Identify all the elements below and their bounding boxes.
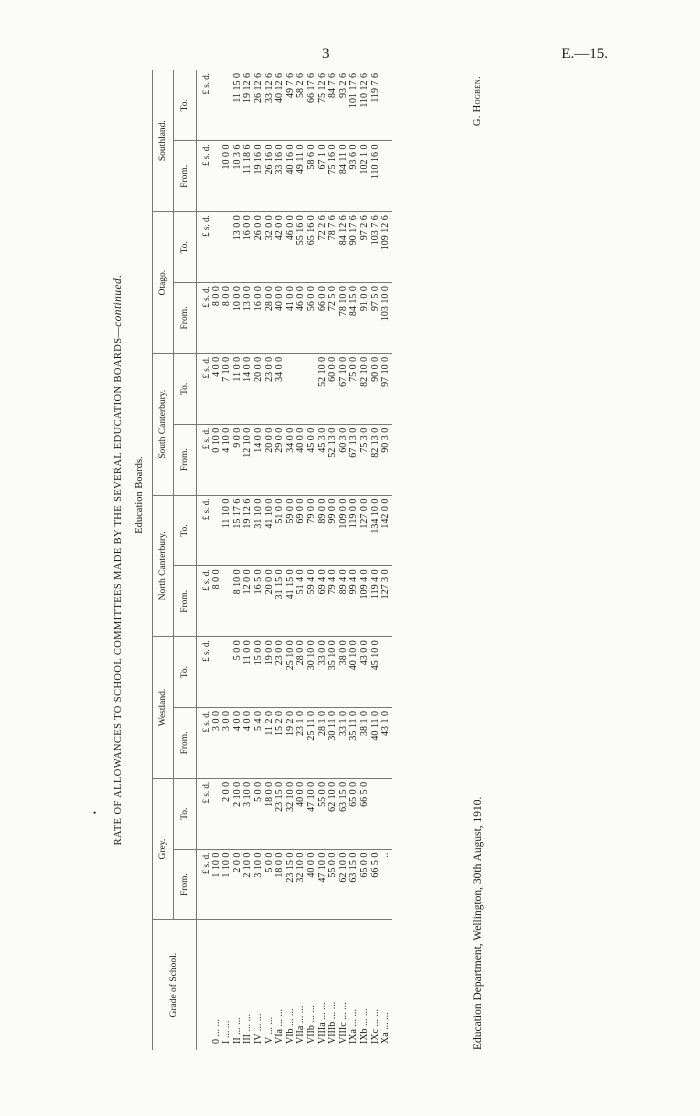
board-header: Westland. (153, 637, 174, 779)
amount-cell: 93 2 6 (339, 70, 350, 141)
amount-cell: 62 10 0 (328, 778, 339, 849)
amount-cell: 10 0 0 (222, 141, 233, 212)
amount-cell: 41 15 0 (286, 566, 297, 637)
table-row (381, 70, 392, 1050)
grade-cell: III ... ... (242, 1014, 254, 1044)
amount-cell: 15 2 0 (275, 708, 286, 779)
to-header: To. (174, 212, 197, 283)
amount-cell: 127 3 0 (381, 566, 392, 637)
amount-cell: 45 10 0 (371, 637, 382, 708)
grade-cell: VIIb ... ... (305, 1005, 317, 1044)
amount-cell: 84 15 0 (349, 283, 360, 354)
amount-cell: 16 0 0 (243, 212, 254, 283)
from-header: From. (174, 424, 197, 495)
amount-cell: 23 15 0 (286, 849, 297, 920)
from-header: From. (174, 566, 197, 637)
amount-cell: 40 10 0 (349, 637, 360, 708)
amount-cell: 8 0 0 (212, 566, 223, 637)
amount-cell: 12 0 0 (243, 566, 254, 637)
amount-cell: 8 0 0 (222, 283, 233, 354)
amount-cell: 10 3 6 (233, 141, 244, 212)
amount-cell: 47 10 0 (307, 778, 318, 849)
unit-cell: £ s. d. (197, 708, 212, 779)
units-blank (197, 920, 212, 1050)
amount-cell (212, 70, 223, 141)
amount-cell: 55 0 0 (318, 778, 329, 849)
amount-cell: 62 10 0 (339, 849, 350, 920)
amount-cell: 46 0 0 (286, 212, 297, 283)
amount-cell: 26 0 0 (254, 212, 265, 283)
amount-cell: 5 0 0 (233, 637, 244, 708)
amount-cell: 75 16 0 (328, 141, 339, 212)
amount-cell: 58 6 0 (307, 141, 318, 212)
amount-cell: 89 4 0 (339, 566, 350, 637)
grade-cell: VIIIc ... ... (337, 1002, 349, 1044)
amount-cell: 20 0 0 (254, 353, 265, 424)
amount-cell: 23 1 0 (296, 708, 307, 779)
unit-cell: £ s. d. (197, 353, 212, 424)
amount-cell: 63 15 0 (339, 778, 350, 849)
amount-cell: 103 10 0 (381, 283, 392, 354)
grade-cell: II ... ... (231, 1017, 243, 1044)
amount-cell: 49 11 0 (296, 141, 307, 212)
amount-cell: 102 1 0 (360, 141, 371, 212)
grade-cell: IXc ... ... (369, 1009, 381, 1044)
amount-cell: 109 4 0 (360, 566, 371, 637)
amount-cell: 67 1 0 (318, 141, 329, 212)
amount-cell: 69 0 0 (296, 495, 307, 566)
amount-cell: 40 0 0 (307, 849, 318, 920)
amount-cell: 90 17 6 (349, 212, 360, 283)
amount-cell (371, 778, 382, 849)
to-header: To. (174, 70, 197, 141)
amount-cell: 20 0 0 (265, 424, 276, 495)
subheading: Education Boards. (134, 456, 145, 534)
amount-cell: 99 4 0 (349, 566, 360, 637)
grade-cell: VIIIb ... ... (327, 1001, 339, 1044)
grade-cell: VIIIa ... ... (316, 1002, 328, 1044)
amount-cell: 59 0 0 (286, 495, 297, 566)
amount-cell: 35 10 0 (328, 637, 339, 708)
amount-cell: 14 0 0 (254, 424, 265, 495)
amount-cell: 11 0 0 (243, 637, 254, 708)
amount-cell: 28 0 0 (265, 283, 276, 354)
amount-cell (381, 141, 392, 212)
to-header: To. (174, 495, 197, 566)
amount-cell: 3 10 0 (243, 778, 254, 849)
amount-cell (286, 353, 297, 424)
amount-cell: 40 11 0 (371, 708, 382, 779)
amount-cell: 97 10 0 (381, 353, 392, 424)
amount-cell: 5 0 0 (254, 778, 265, 849)
amount-cell: 3 0 0 (212, 708, 223, 779)
amount-cell: 23 0 0 (275, 637, 286, 708)
amount-cell: 11 10 0 (222, 495, 233, 566)
amount-cell: 90 0 0 (371, 353, 382, 424)
unit-cell: £ s. d. (197, 141, 212, 212)
amount-cell: 4 0 0 (243, 708, 254, 779)
amount-cell: 40 16 0 (286, 141, 297, 212)
amount-cell: 4 0 0 (233, 708, 244, 779)
amount-cell (381, 70, 392, 141)
unit-cell: £ s. d. (197, 212, 212, 283)
amount-cell: 34 0 0 (275, 353, 286, 424)
amount-cell: 66 5 0 (371, 849, 382, 920)
amount-cell: 3 10 0 (254, 849, 265, 920)
amount-cell: .. (381, 849, 392, 920)
amount-cell (381, 637, 392, 708)
board-header: Otago. (153, 212, 174, 354)
amount-cell: 32 10 0 (286, 778, 297, 849)
amount-cell: 12 10 0 (243, 424, 254, 495)
unit-cell: £ s. d. (197, 424, 212, 495)
amount-cell: 84 12 6 (339, 212, 350, 283)
amount-cell: 75 12 6 (318, 70, 329, 141)
amount-cell: 33 16 0 (275, 141, 286, 212)
amount-cell: 4 0 0 (212, 353, 223, 424)
amount-cell: 142 0 0 (381, 495, 392, 566)
rotated-content (112, 70, 500, 1050)
amount-cell: 16 5 0 (254, 566, 265, 637)
grade-cell: 0 ... ... (210, 1019, 222, 1044)
amount-cell: 20 0 0 (265, 566, 276, 637)
amount-cell: 26 12 6 (254, 70, 265, 141)
amount-cell: 2 0 0 (222, 778, 233, 849)
board-header: South Canterbury. (153, 353, 174, 495)
amount-cell: 41 0 0 (286, 283, 297, 354)
to-header: To. (174, 637, 197, 708)
amount-cell: 33 0 0 (318, 637, 329, 708)
amount-cell: 2 10 0 (233, 778, 244, 849)
amount-cell: 69 4 0 (318, 566, 329, 637)
amount-cell: 51 0 0 (275, 495, 286, 566)
amount-cell: 65 0 0 (360, 849, 371, 920)
amount-cell: 11 15 0 (233, 70, 244, 141)
signatory: G. Hogben. (472, 76, 483, 127)
amount-cell: 78 7 6 (328, 212, 339, 283)
amount-cell: 40 12 6 (275, 70, 286, 141)
table-row (212, 70, 223, 1050)
amount-cell: 18 0 0 (265, 778, 276, 849)
amount-cell: 91 0 0 (360, 283, 371, 354)
amount-cell: 65 16 0 (307, 212, 318, 283)
amount-cell: 4 10 0 (222, 424, 233, 495)
amount-cell: 55 16 0 (296, 212, 307, 283)
amount-cell: 15 17 6 (233, 495, 244, 566)
amount-cell (381, 778, 392, 849)
amount-cell: 32 10 0 (296, 849, 307, 920)
amount-cell: 60 3 0 (339, 424, 350, 495)
amount-cell: 19 2 0 (286, 708, 297, 779)
grade-cell: I ... ... (221, 1020, 233, 1044)
allowances-table (152, 70, 392, 1050)
table-title (112, 70, 124, 1050)
amount-cell: 31 15 0 (275, 566, 286, 637)
amount-cell: 31 10 0 (254, 495, 265, 566)
amount-cell: 25 10 0 (286, 637, 297, 708)
amount-cell: 0 10 0 (212, 424, 223, 495)
amount-cell: 56 0 0 (307, 283, 318, 354)
amount-cell: 75 0 0 (349, 353, 360, 424)
board-header: North Canterbury. (153, 495, 174, 637)
amount-cell: 19 12 6 (243, 495, 254, 566)
amount-cell: 40 0 0 (275, 283, 286, 354)
amount-cell: 97 5 0 (371, 283, 382, 354)
amount-cell: 11 18 6 (243, 141, 254, 212)
amount-cell: 78 10 0 (339, 283, 350, 354)
amount-cell: 35 11 0 (349, 708, 360, 779)
table-row (254, 70, 265, 1050)
amount-cell: 45 0 0 (307, 424, 318, 495)
grade-cell: VIIa ... ... (295, 1005, 307, 1044)
amount-cell: 23 0 0 (265, 353, 276, 424)
unit-cell: £ s. d. (197, 70, 212, 141)
amount-cell: 110 12 6 (360, 70, 371, 141)
grade-cell: VIa ... ... (274, 1009, 286, 1044)
amount-cell: 67 13 0 (349, 424, 360, 495)
amount-cell: 30 10 0 (307, 637, 318, 708)
amount-cell: 33 12 6 (265, 70, 276, 141)
amount-cell: 26 16 0 (265, 141, 276, 212)
amount-cell: 32 0 0 (265, 212, 276, 283)
amount-cell: 52 13 0 (328, 424, 339, 495)
amount-cell: 49 7 6 (286, 70, 297, 141)
amount-cell: 103 7 6 (371, 212, 382, 283)
amount-cell (212, 212, 223, 283)
amount-cell: 84 7 6 (328, 70, 339, 141)
amount-cell: 55 0 0 (328, 849, 339, 920)
page-number: 3 (322, 46, 330, 62)
amount-cell: 13 0 0 (243, 283, 254, 354)
amount-cell: 41 10 0 (265, 495, 276, 566)
grade-cell: IXa ... ... (348, 1009, 360, 1044)
amount-cell: 119 4 0 (371, 566, 382, 637)
stray-mark: • (93, 808, 97, 818)
amount-cell: 99 0 0 (328, 495, 339, 566)
amount-cell: 38 1 0 (360, 708, 371, 779)
amount-cell: 59 4 0 (307, 566, 318, 637)
to-header: To. (174, 778, 197, 849)
amount-cell: 66 0 0 (318, 283, 329, 354)
amount-cell: 19 16 0 (254, 141, 265, 212)
board-header: Southland. (153, 70, 174, 212)
amount-cell: 5 4 0 (254, 708, 265, 779)
amount-cell: 40 0 0 (296, 424, 307, 495)
amount-cell: 33 1 0 (339, 708, 350, 779)
amount-cell: 79 4 0 (328, 566, 339, 637)
amount-cell: 14 0 0 (243, 353, 254, 424)
amount-cell: 10 0 0 (233, 283, 244, 354)
amount-cell: 58 2 6 (296, 70, 307, 141)
amount-cell: 72 2 6 (318, 212, 329, 283)
amount-cell: 18 0 0 (275, 849, 286, 920)
amount-cell: 84 11 0 (339, 141, 350, 212)
amount-cell: 79 0 0 (307, 495, 318, 566)
grade-cell: V ... ... (263, 1016, 275, 1044)
amount-cell: 65 0 0 (349, 778, 360, 849)
amount-cell: 28 0 0 (296, 637, 307, 708)
amount-cell: 28 1 0 (318, 708, 329, 779)
from-header: From. (174, 708, 197, 779)
amount-cell: 82 10 0 (360, 353, 371, 424)
amount-cell: 119 7 6 (371, 70, 382, 141)
amount-cell: 66 17 6 (307, 70, 318, 141)
amount-cell (212, 637, 223, 708)
grade-cell: IV ... ... (252, 1013, 264, 1044)
amount-cell: 16 0 0 (254, 283, 265, 354)
unit-cell: £ s. d. (197, 566, 212, 637)
amount-cell: 19 12 6 (243, 70, 254, 141)
amount-cell: 75 3 0 (360, 424, 371, 495)
amount-cell: 51 4 0 (296, 566, 307, 637)
from-header: From. (174, 141, 197, 212)
amount-cell: 1 10 0 (212, 849, 223, 920)
amount-cell: 19 0 0 (265, 637, 276, 708)
amount-cell (307, 353, 318, 424)
unit-cell: £ s. d. (197, 849, 212, 920)
amount-cell: 8 10 0 (233, 566, 244, 637)
amount-cell: 72 5 0 (328, 283, 339, 354)
amount-cell: 67 10 0 (339, 353, 350, 424)
amount-cell: 63 15 0 (349, 849, 360, 920)
amount-cell: 15 0 0 (254, 637, 265, 708)
to-header: To. (174, 353, 197, 424)
board-header: Grey. (153, 778, 174, 920)
title-main: RATE OF ALLOWANCES TO SCHOOL COMMITTEES MADE BY THE SEVERAL EDUCATION BOARDS (113, 337, 124, 846)
amount-cell: 2 0 0 (233, 849, 244, 920)
amount-cell: 134 10 0 (371, 495, 382, 566)
amount-cell: 43 1 0 (381, 708, 392, 779)
amount-cell: 1 10 0 (222, 849, 233, 920)
amount-cell: 8 0 0 (212, 283, 223, 354)
amount-cell: 97 2 6 (360, 212, 371, 283)
amount-cell: 34 0 0 (286, 424, 297, 495)
amount-cell: 82 13 0 (371, 424, 382, 495)
amount-cell: 47 10 0 (318, 849, 329, 920)
amount-cell: 46 0 0 (296, 283, 307, 354)
table-row (360, 70, 371, 1050)
amount-cell: 42 0 0 (275, 212, 286, 283)
amount-cell: 109 0 0 (339, 495, 350, 566)
amount-cell: 101 17 6 (349, 70, 360, 141)
grade-header: Grade of School. (153, 920, 197, 1050)
amount-cell: 66 5 0 (360, 778, 371, 849)
amount-cell: 30 11 0 (328, 708, 339, 779)
amount-cell (296, 353, 307, 424)
grade-cell: Xa ... ... (380, 1012, 392, 1044)
amount-cell: 11 0 0 (233, 353, 244, 424)
amount-cell: 2 10 0 (243, 849, 254, 920)
from-header: From. (174, 849, 197, 920)
amount-cell: 90 3 0 (381, 424, 392, 495)
from-header: From. (174, 283, 197, 354)
title-continued: —continued. (112, 274, 124, 338)
amount-cell: 3 0 0 (222, 708, 233, 779)
amount-cell: 40 0 0 (296, 778, 307, 849)
amount-cell: 11 2 0 (265, 708, 276, 779)
amount-cell: 29 0 0 (275, 424, 286, 495)
amount-cell: 9 0 0 (233, 424, 244, 495)
amount-cell: 23 15 0 (275, 778, 286, 849)
amount-cell: 89 0 0 (318, 495, 329, 566)
amount-cell: 93 6 0 (349, 141, 360, 212)
amount-cell: 45 3 0 (318, 424, 329, 495)
amount-cell: 109 12 6 (381, 212, 392, 283)
table-row (307, 70, 318, 1050)
unit-cell: £ s. d. (197, 283, 212, 354)
place-date: Education Department, Wellington, 30th August, 1910. (472, 796, 484, 1050)
grade-cell: IXb ... ... (358, 1008, 370, 1044)
amount-cell: 5 0 0 (265, 849, 276, 920)
amount-cell: 43 0 0 (360, 637, 371, 708)
amount-cell: 25 11 0 (307, 708, 318, 779)
unit-cell: £ s. d. (197, 778, 212, 849)
unit-cell: £ s. d. (197, 637, 212, 708)
grade-cell: VIb ... ... (284, 1008, 296, 1044)
amount-cell: 52 10 0 (318, 353, 329, 424)
page-code: E.—15. (561, 46, 608, 62)
amount-cell: 38 0 0 (339, 637, 350, 708)
amount-cell: 127 0 0 (360, 495, 371, 566)
amount-cell: 119 0 0 (349, 495, 360, 566)
unit-cell: £ s. d. (197, 495, 212, 566)
amount-cell: 110 16 0 (371, 141, 382, 212)
units-row (197, 70, 212, 1050)
amount-cell: 13 0 0 (233, 212, 244, 283)
amount-cell: 60 0 0 (328, 353, 339, 424)
amount-cell: 7 10 0 (222, 353, 233, 424)
